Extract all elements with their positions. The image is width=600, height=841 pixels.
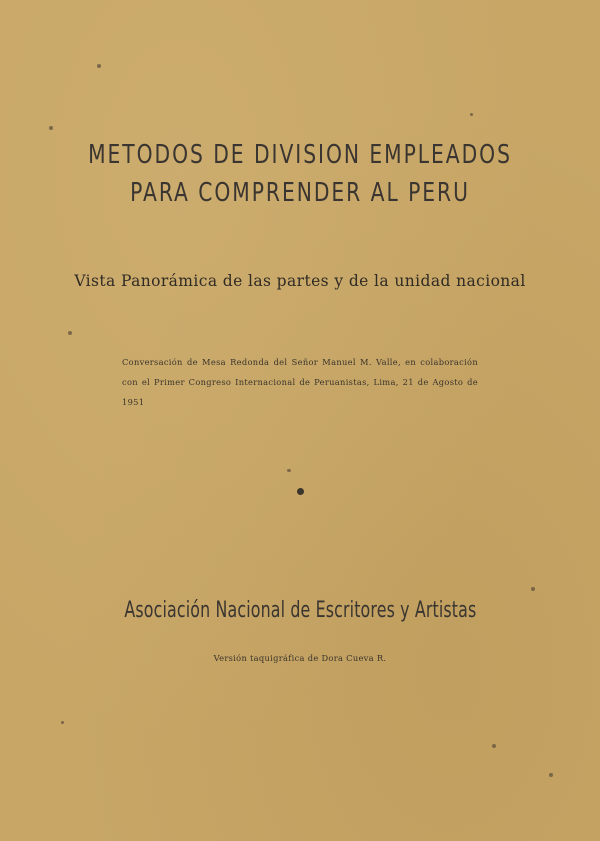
organization-text: Asociación Nacional de Escritores y Artistas [124,598,476,623]
organization-name [0,598,600,623]
paper-speck [492,744,496,748]
note-line-2: con el Primer Congreso Internacional de Peruanistas, Lima, 21 de Agosto de 1951 [122,377,478,407]
title-line-1: METODOS DE DIVISION EMPLEADOS [88,140,512,170]
ornament-dot [297,488,304,495]
paper-speck [287,469,291,472]
title-line-2: PARA COMPRENDER AL PERU [130,178,470,208]
subtitle: Vista Panorámica de las partes y de la unidad nacional [74,272,526,290]
paper-speck [470,113,473,116]
paper-speck [68,331,72,335]
round-table-note [122,352,478,412]
paper-speck [49,126,53,130]
stenographic-version-credit: Versión taquigráfica de Dora Cueva R. [213,653,387,663]
paper-speck [61,721,64,724]
paper-speck [97,64,101,68]
main-title [0,136,600,212]
paper-speck [549,773,553,777]
paper-speck [531,587,535,591]
note-line-1: Conversación de Mesa Redonda del Señor Manuel M. Valle, en colaboración [122,357,478,367]
